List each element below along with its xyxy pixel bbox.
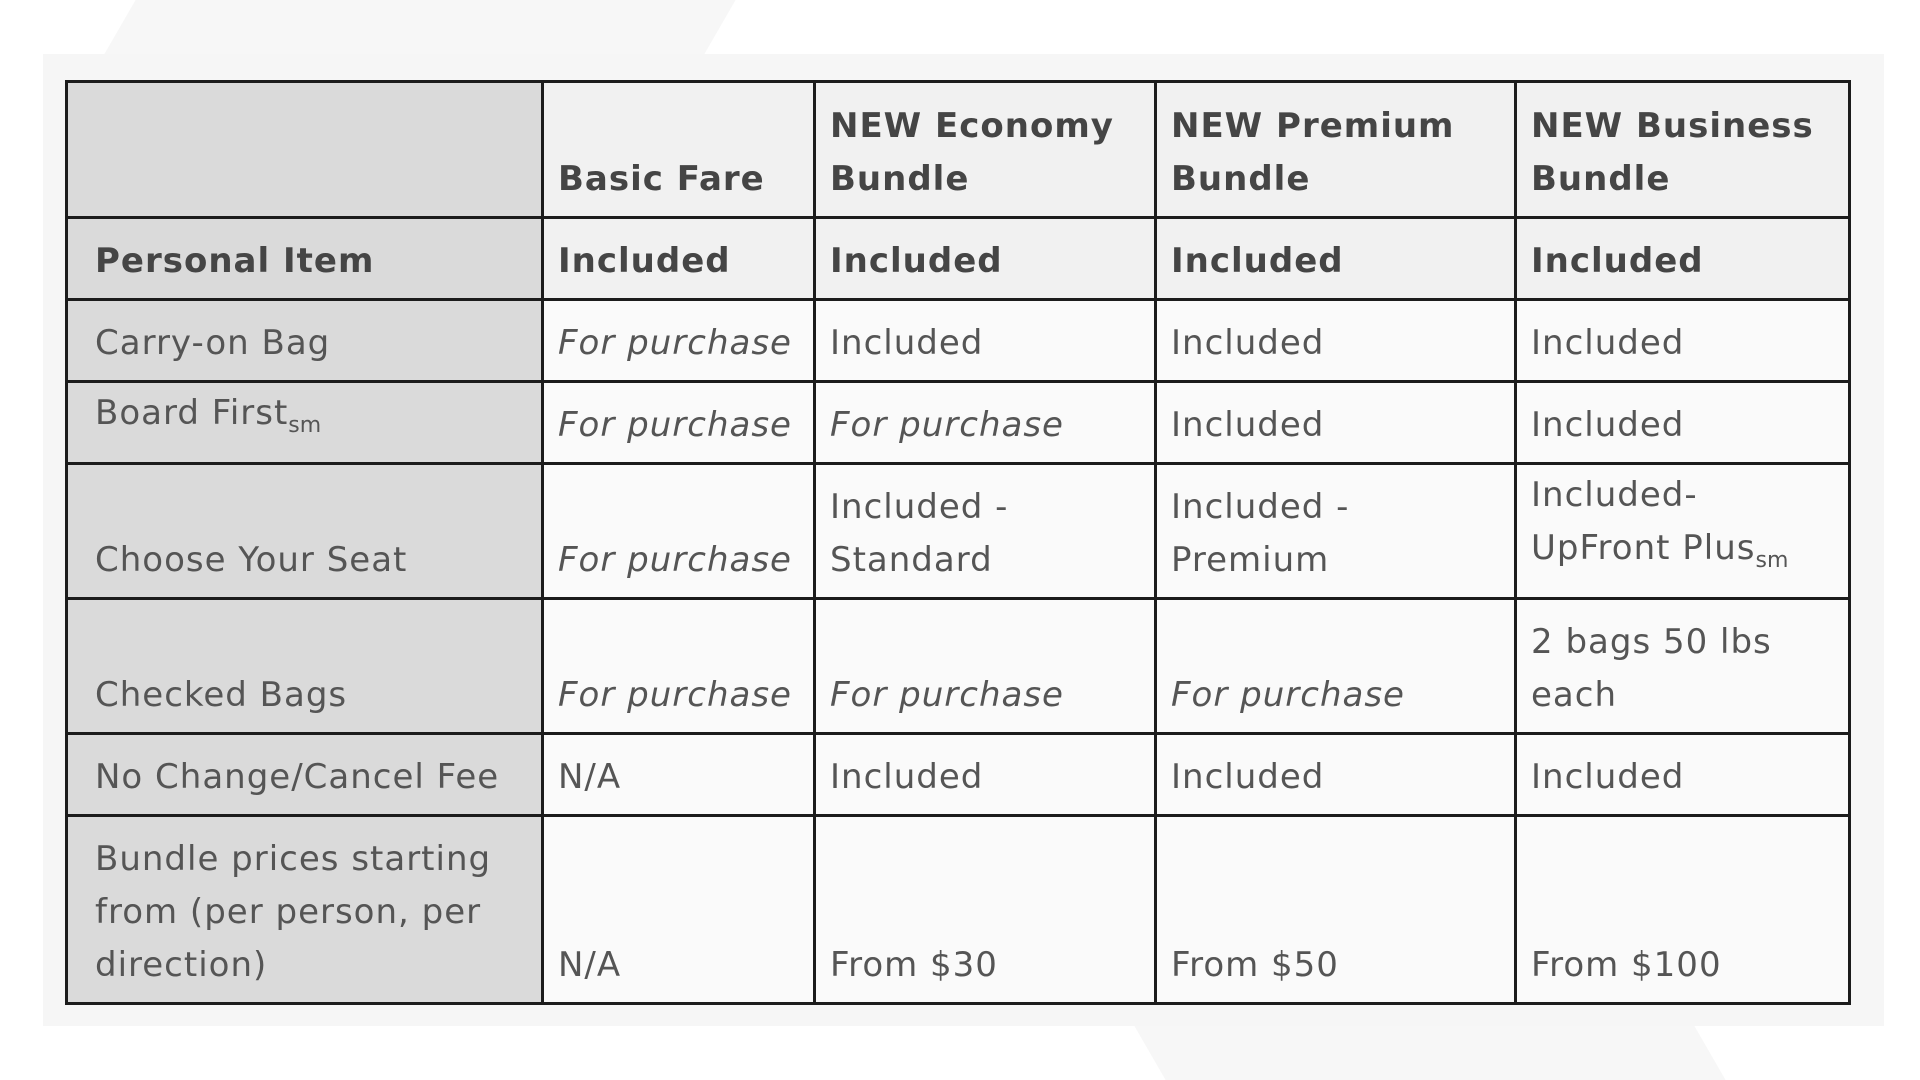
table-cell: Included <box>1156 734 1516 816</box>
column-header-premium-bundle: NEW Premium Bundle <box>1156 82 1516 218</box>
table-cell: From $30 <box>815 816 1156 1004</box>
table-cell: Included <box>1516 382 1850 464</box>
table-header-row <box>67 82 1850 218</box>
table-cell: For purchase <box>543 464 815 599</box>
table-cell: Included - Premium <box>1156 464 1516 599</box>
table-cell: From $50 <box>1156 816 1516 1004</box>
row-label-cell <box>67 382 543 464</box>
header-corner-cell <box>67 82 543 218</box>
table-cell: Included <box>815 218 1156 300</box>
table-cell: N/A <box>543 734 815 816</box>
service-mark: sm <box>1755 548 1789 573</box>
table-row-carry-on-bag <box>67 300 1850 382</box>
row-label: Board First <box>95 393 289 433</box>
table-cell: For purchase <box>543 599 815 734</box>
table-cell: From $100 <box>1516 816 1850 1004</box>
table-row-personal-item <box>67 218 1850 300</box>
table-cell: Included <box>543 218 815 300</box>
table-cell: Included <box>1516 734 1850 816</box>
cell-text: Included- UpFront Plus <box>1531 475 1756 568</box>
row-label: No Change/Cancel Fee <box>67 734 543 816</box>
table-row-bundle-prices <box>67 816 1850 1004</box>
column-header-economy-bundle: NEW Economy Bundle <box>815 82 1156 218</box>
table-cell: Included <box>815 300 1156 382</box>
table-cell: Included <box>1516 218 1850 300</box>
table-cell: N/A <box>543 816 815 1004</box>
table-cell: Included <box>1156 300 1516 382</box>
column-header-business-bundle: NEW Business Bundle <box>1516 82 1850 218</box>
table-cell: 2 bags 50 lbs each <box>1516 599 1850 734</box>
table-cell: Included <box>1156 382 1516 464</box>
table-cell: Included <box>1156 218 1516 300</box>
fare-comparison-table <box>65 80 1851 1005</box>
column-header-basic-fare: Basic Fare <box>543 82 815 218</box>
row-label: Bundle prices starting from (per person, per direction) <box>67 816 543 1004</box>
row-label: Checked Bags <box>67 599 543 734</box>
table-cell: Included - Standard <box>815 464 1156 599</box>
table-cell-business-seat <box>1516 464 1850 599</box>
table-cell: For purchase <box>815 599 1156 734</box>
table-cell: For purchase <box>1156 599 1516 734</box>
row-label: Choose Your Seat <box>67 464 543 599</box>
table-row-checked-bags <box>67 599 1850 734</box>
background-shape <box>1134 1026 1725 1080</box>
table-row-board-first <box>67 382 1850 464</box>
table-row-choose-your-seat <box>67 464 1850 599</box>
table-cell: For purchase <box>815 382 1156 464</box>
background-shape <box>104 0 735 54</box>
row-label: Personal Item <box>67 218 543 300</box>
table-cell: For purchase <box>543 300 815 382</box>
table-cell: For purchase <box>543 382 815 464</box>
service-mark: sm <box>288 413 322 438</box>
table-row-no-change-cancel-fee <box>67 734 1850 816</box>
row-label: Carry-on Bag <box>67 300 543 382</box>
table-cell: Included <box>1516 300 1850 382</box>
table-cell: Included <box>815 734 1156 816</box>
